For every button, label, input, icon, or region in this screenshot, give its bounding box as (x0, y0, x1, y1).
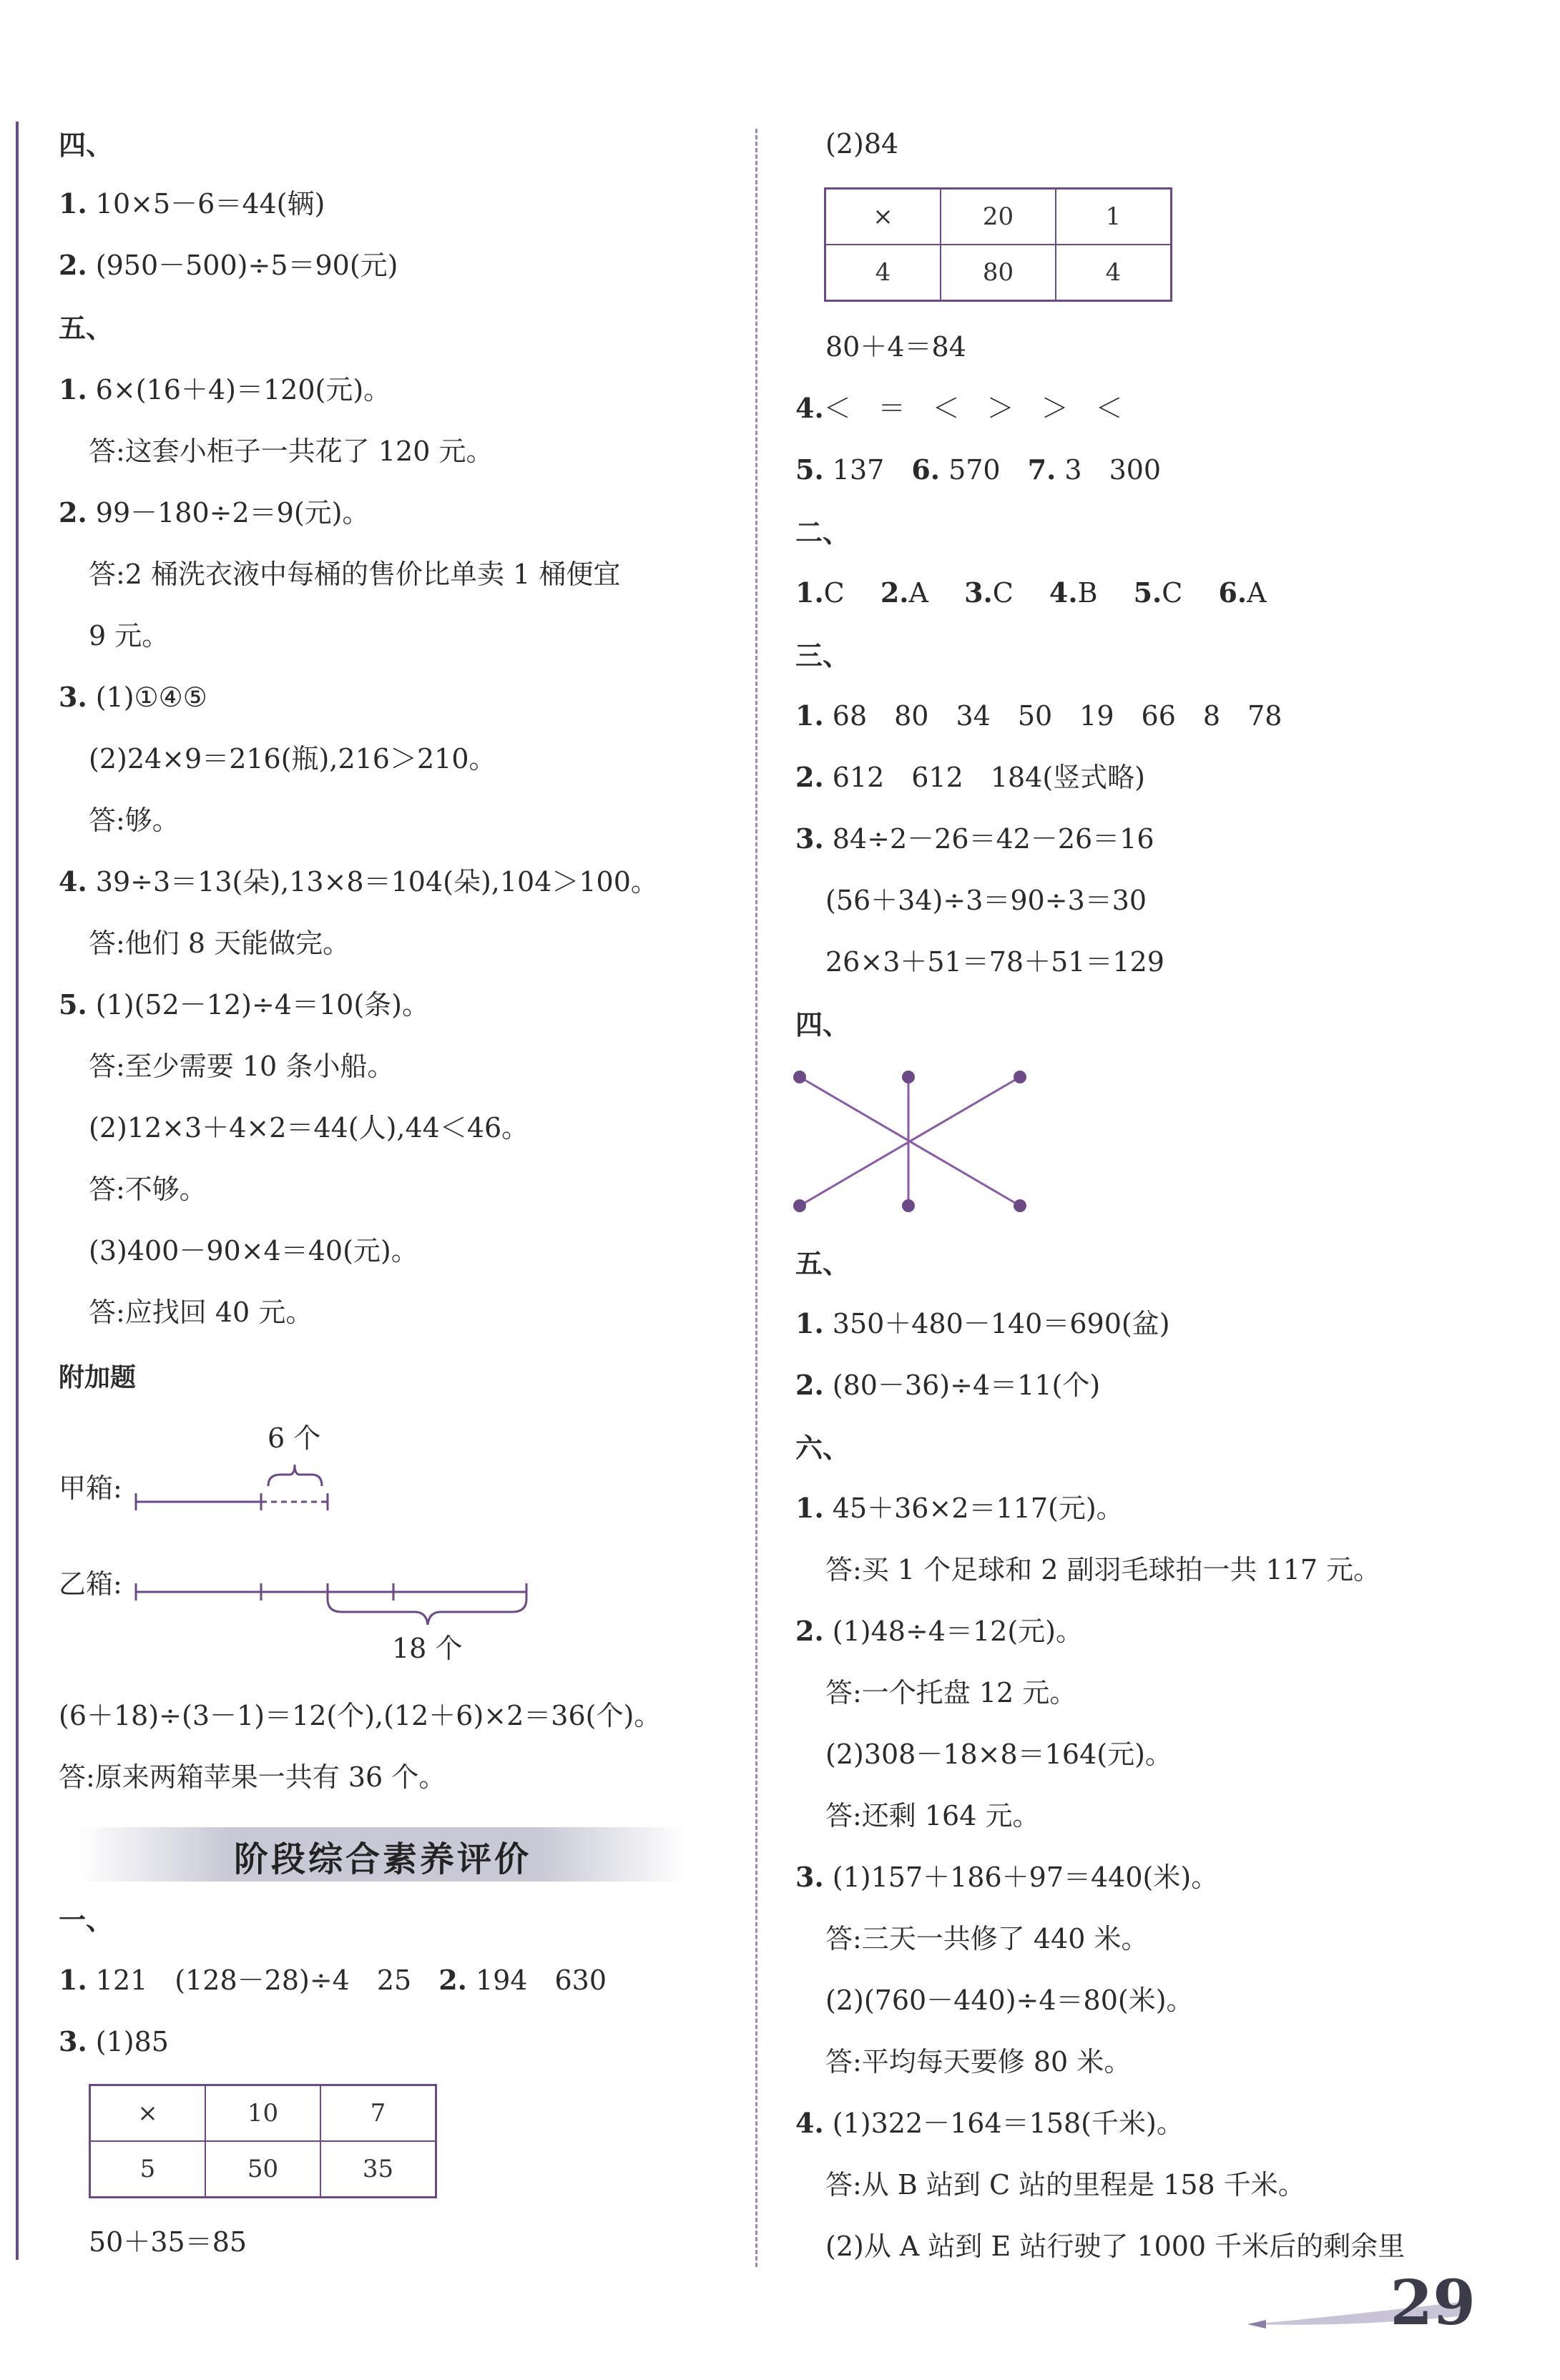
answer-text: (2)(760－440)÷4＝80(米)。 (825, 1985, 1194, 2016)
answer-text: 26×3＋51＝78＋51＝129 (825, 946, 1164, 978)
answer-text: 80＋4＝84 (825, 331, 966, 363)
match-dot (902, 1071, 915, 1083)
diagram-lines (0, 0, 751, 1716)
section-heading: 五、 (795, 1248, 850, 1279)
answer-text: (6＋18)÷(3－1)＝12(个),(12＋6)×2＝36(个)。 (59, 1700, 662, 1731)
match-dot (1014, 1071, 1026, 1083)
answer-text: 答:他们 8 天能做完。 (89, 928, 350, 959)
answer-text: 答:从 B 站到 C 站的里程是 158 千米。 (825, 2169, 1305, 2200)
answer-text: (2)24×9＝216(瓶),216＞210。 (89, 743, 496, 775)
answer-line: 1. 350＋480－140＝690(盆) (795, 1307, 1170, 1339)
table-cell: 50 (205, 2141, 320, 2198)
answer-line: 1. 45＋36×2＝117(元)。 (795, 1492, 1124, 1524)
table-cell: × (90, 2085, 206, 2142)
answer-line: 5. (1)(52－12)÷4＝10(条)。 (59, 988, 429, 1021)
table-cell: 20 (941, 189, 1056, 245)
answer-text: 答:够。 (89, 805, 180, 836)
multiplication-table-right (824, 187, 1172, 302)
answer-text: (2)12×3＋4×2＝44(人),44＜46。 (89, 1112, 529, 1144)
answer-line: 5. 137 6. 570 7. 3 300 (795, 453, 1162, 486)
answer-line: 1. 121 (128－28)÷4 25 2. 194 630 (59, 1964, 607, 1996)
answer-line: 3. (1)①④⑤ (59, 681, 207, 713)
diagram-box2-label: 乙箱: (59, 1568, 122, 1600)
page-number: 29 (1390, 2267, 1476, 2339)
answer-text: (2)308－18×8＝164(元)。 (825, 1739, 1172, 1770)
section-heading: 一、 (59, 1904, 114, 1936)
table-row (90, 2141, 436, 2198)
answer-line: 4. (1)322－164＝158(千米)。 (795, 2107, 1184, 2139)
answer-text: (2)从 A 站到 E 站行驶了 1000 千米后的剩余里 (825, 2231, 1406, 2262)
section-heading: 二、 (795, 517, 850, 549)
answer-text: 答:原来两箱苹果一共有 36 个。 (59, 1761, 446, 1793)
multiplication-table-left (89, 2084, 437, 2198)
table-cell: × (825, 189, 941, 245)
answer-text: 答:这套小柜子一共花了 120 元。 (89, 436, 494, 467)
diagram-bottom-label: 18 个 (392, 1633, 463, 1664)
table-cell: 4 (1056, 245, 1172, 301)
answer-line: 2. 612 612 184(竖式略) (795, 761, 1146, 793)
answer-line: 1. 6×(16＋4)＝120(元)。 (59, 373, 391, 405)
table-cell: 7 (320, 2085, 436, 2142)
answer-text: 答:应找回 40 元。 (89, 1297, 313, 1328)
table-cell: 80 (941, 245, 1056, 301)
answer-line: 3. (1)157＋186＋97＝440(米)。 (795, 1861, 1219, 1893)
table-row (825, 245, 1172, 301)
answer-line: 3. 84÷2－26＝42－26＝16 (795, 822, 1154, 855)
choice-answers: 1.C 2.A 3.C 4.B 5.C 6.A (795, 576, 1267, 609)
match-dot (902, 1199, 915, 1212)
answer-text: 答:平均每天要修 80 米。 (825, 2046, 1132, 2077)
banner-title: 阶段综合素养评价 (233, 1839, 531, 1879)
answer-text: 答:买 1 个足球和 2 副羽毛球拍一共 117 元。 (825, 1554, 1381, 1585)
answer-line: 2. 99－180÷2＝9(元)。 (59, 496, 370, 528)
answer-line: 4. 39÷3＝13(朵),13×8＝104(朵),104＞100。 (59, 865, 658, 898)
answer-text: 9 元。 (89, 620, 170, 651)
column-divider (755, 129, 757, 2267)
section-heading: 三、 (795, 640, 850, 672)
answer-text: 答:不够。 (89, 1174, 207, 1205)
answer-text: 答:至少需要 10 条小船。 (89, 1051, 395, 1082)
answer-line: 2. (950－500)÷5＝90(元) (59, 249, 398, 281)
section-heading: 四、 (795, 1009, 850, 1041)
answer-text: 答:还剩 164 元。 (825, 1800, 1040, 1831)
match-dot (1014, 1199, 1026, 1212)
table-cell: 35 (320, 2141, 436, 2198)
table-cell: 1 (1056, 189, 1172, 245)
answer-text: 50＋35＝85 (89, 2226, 247, 2258)
matching-lines-diagram (787, 1058, 1044, 1230)
answer-text: (3)400－90×4＝40(元)。 (89, 1235, 418, 1267)
answer-text: 答:一个托盘 12 元。 (825, 1677, 1077, 1708)
section-heading: 六、 (795, 1432, 850, 1464)
answer-line: 2. (1)48÷4＝12(元)。 (795, 1615, 1083, 1647)
answer-line: 4.＜ ＝ ＜ ＞ ＞ ＜ (795, 392, 1123, 424)
answer-text: 答:2 桶洗衣液中每桶的售价比单卖 1 桶便宜 (89, 559, 621, 590)
answer-text: (56＋34)÷3＝90÷3＝30 (825, 885, 1147, 916)
match-dot (793, 1071, 806, 1083)
table-cell: 10 (205, 2085, 320, 2142)
extra-question-title: 附加题 (59, 1363, 137, 1392)
answer-line: 1. 68 80 34 50 19 66 8 78 (795, 699, 1282, 732)
section-heading: 五、 (59, 313, 114, 344)
match-dot (793, 1199, 806, 1212)
answer-line: 2. (80－36)÷4＝11(个) (795, 1369, 1101, 1401)
table-row (825, 189, 1172, 245)
table-row (90, 2085, 436, 2142)
answer-text: 答:三天一共修了 440 米。 (825, 1923, 1149, 1954)
diagram-top-label: 6 个 (268, 1422, 321, 1454)
table-cell: 4 (825, 245, 941, 301)
answer-line: 3. (1)85 (59, 2025, 169, 2057)
diagram-box1-label: 甲箱: (59, 1472, 122, 1504)
section-banner (79, 1827, 687, 1882)
table-cell: 5 (90, 2141, 206, 2198)
answer-text: (2)84 (825, 128, 899, 159)
answer-line: 1. 10×5－6＝44(辆) (59, 187, 325, 220)
section-heading: 四、 (59, 129, 114, 161)
